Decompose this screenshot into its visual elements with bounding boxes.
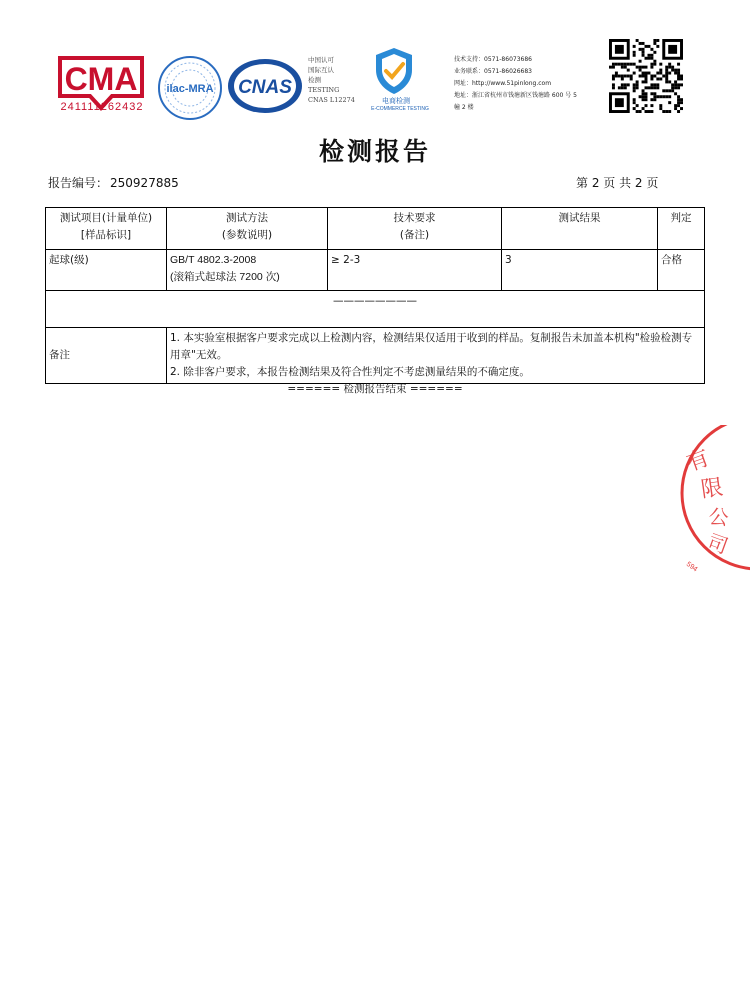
check-shield-icon <box>372 46 416 96</box>
contact-info <box>454 54 604 114</box>
cell-requirement: ≥ 2-3 <box>328 250 502 291</box>
svg-text:限: 限 <box>699 475 725 503</box>
ecommerce-testing-en: E-COMMERCE TESTING <box>371 106 429 112</box>
cnas-logo-text: CNAS <box>238 77 292 98</box>
cell-judgement: 合格 <box>658 250 705 291</box>
cell-test-item: 起球(级) <box>46 250 167 291</box>
report-number-label: 报告编号： <box>48 176 109 190</box>
header-judgement: 判定 <box>658 208 705 250</box>
cma-number: 241111262432 <box>60 101 144 113</box>
remark-item: 2. 除非客户要求，本报告检测结果及符合性判定不考虑测量结果的不确定度。 <box>170 366 530 378</box>
svg-text:594: 594 <box>684 560 699 574</box>
report-number-value: 250927885 <box>110 176 179 190</box>
table-header-row <box>46 208 705 250</box>
cma-letters: CMA <box>64 61 138 97</box>
page-indicator: 第 2 页 共 2 页 <box>576 176 659 190</box>
contact-line: 业务联系：0571-86026683 <box>454 68 532 75</box>
separator-row <box>46 291 705 328</box>
contact-line: 技术支持：0571-86073686 <box>454 56 532 63</box>
qr-code-icon[interactable] <box>609 39 683 113</box>
svg-text:公: 公 <box>707 504 730 531</box>
report-title: 检测报告 <box>318 137 431 166</box>
table-row <box>46 250 705 291</box>
ecommerce-testing-cn: 电商检测 <box>382 97 410 105</box>
remarks-label: 备注 <box>46 328 167 384</box>
contact-line: 网址：http://www.51pinlong.com <box>454 80 552 87</box>
cell-result: 3 <box>502 250 658 291</box>
header-test-item: 测试项目(计量单位) [样品标识] <box>46 208 167 250</box>
remarks-row <box>46 328 705 384</box>
header-requirement: 技术要求 (备注) <box>328 208 502 250</box>
svg-text:有: 有 <box>683 445 713 477</box>
svg-text:司: 司 <box>704 529 732 559</box>
contact-line: 幢 2 楼 <box>454 104 474 111</box>
remark-item: 1. 本实验室根据客户要求完成以上检测内容，检测结果仅适用于收到的样品。复制报告未加盖本机构"检验检测专用章"无效。 <box>170 332 693 361</box>
results-table <box>45 207 705 384</box>
cell-test-method: GB/T 4802.3-2008 (滚箱式起球法 7200 次) <box>167 250 328 291</box>
report-end-marker: ====== 检测报告结束 ====== <box>287 383 463 395</box>
official-seal-stamp <box>660 425 750 575</box>
cnas-logo <box>226 56 304 116</box>
header-test-method: 测试方法 (参数说明) <box>167 208 328 250</box>
contact-line: 地址：浙江省杭州市钱塘新区钱塘路 600 号 5 <box>454 92 577 99</box>
ilac-mra-logo <box>157 55 223 121</box>
ilac-mra-text: ilac-MRA <box>166 83 214 95</box>
remarks-content <box>167 328 705 384</box>
separator-line: ———————— <box>46 291 705 328</box>
header-result: 测试结果 <box>502 208 658 250</box>
report-number <box>46 174 179 191</box>
cnas-accreditation-text: 中国认可 国际互认 检测 TESTING CNAS L12274 <box>308 56 355 104</box>
